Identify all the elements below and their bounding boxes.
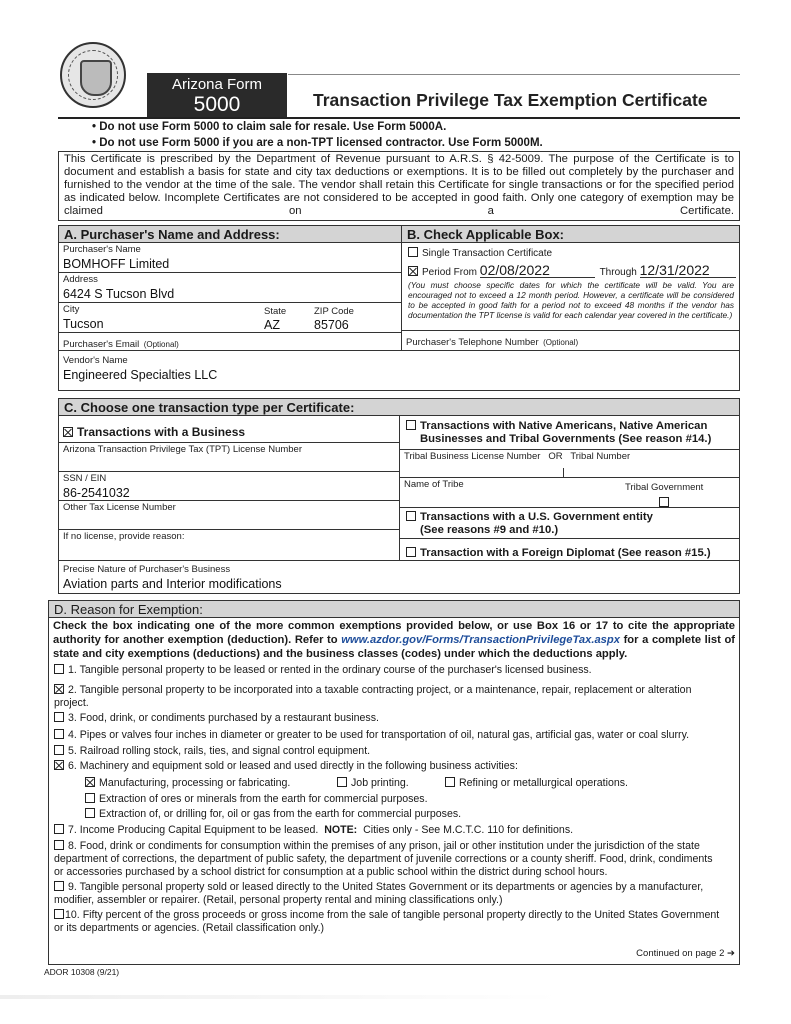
section-b-heading: B. Check Applicable Box: — [402, 226, 739, 243]
tribal-divider — [563, 468, 564, 477]
tribe-name-label: Name of Tribe — [404, 479, 464, 490]
zip-value: 85706 — [314, 318, 349, 332]
no-license-reason-label: If no license, provide reason: — [63, 531, 185, 542]
purchaser-name-field[interactable] — [59, 243, 401, 273]
tribal-government-label: Tribal Government — [625, 482, 704, 493]
arizona-state-seal-icon — [60, 42, 126, 108]
exemption-1-checkbox[interactable] — [54, 664, 64, 674]
exemption-7-number: 7. — [68, 824, 77, 836]
tpt-license-label: Arizona Transaction Privilege Tax (TPT) License Number — [63, 444, 303, 455]
business-nature-label: Precise Nature of Purchaser's Business — [63, 564, 231, 575]
form-code: ADOR 10308 (9/21) — [44, 967, 120, 977]
header-rule — [58, 117, 740, 119]
no-license-reason-field[interactable] — [59, 530, 399, 561]
city-value: Tucson — [63, 317, 104, 331]
exemption-2-number: 2. — [68, 684, 77, 696]
sub6-job-printing-checkbox[interactable] — [337, 777, 347, 787]
exemption-8-number: 8. — [68, 840, 77, 852]
exemption-4-text: Pipes or valves four inches in diameter or greater to be used for transportation of oil, natural gas, artificial gas, water or coal slurry. — [79, 729, 690, 741]
exemption-8-text: Food, drink or condiments for consumption within the premises of any prison, jail or other institution under the jurisdiction of the state department of corrections, the department of public safety, the department of juvenile corrections or a county sheriff. Food, drink, condiments or accessories purchased by a school district for consumption at a public school within the district during school hours. — [54, 840, 713, 878]
us-government-label-1: Transactions with a U.S. Government entity — [420, 511, 653, 523]
business-option[interactable] — [59, 416, 399, 443]
native-american-label-2: Businesses and Tribal Governments (See reason #14.) — [420, 433, 712, 445]
section-c-left — [59, 416, 400, 561]
foreign-diplomat-checkbox[interactable] — [406, 547, 416, 557]
sub6-manufacturing-text: Manufacturing, processing or fabricating. — [99, 777, 291, 789]
exemption-6-sub-row-3[interactable] — [85, 808, 755, 821]
ssn-ein-value: 86-2541032 — [63, 486, 130, 500]
exemption-2-text: Tangible personal property to be incorporated into a taxable contracting project, or a maintenance, repair, replacement or alteration project. — [54, 684, 692, 709]
vendor-label: Vendor's Name — [63, 355, 128, 366]
sub6-manufacturing-option[interactable] — [85, 777, 290, 789]
exemption-item-2 — [54, 684, 724, 710]
exemption-9-text: Tangible personal property sold or leased directly to the United States Government or its departments or agencies by a manufacturer, modifier, assembler or repairer. (Retail, personal property rental and mining classifications only.) — [54, 881, 704, 906]
notice-contractor: • Do not use Form 5000 if you are a non-TPT licensed contractor. Use Form 5000M. — [92, 137, 543, 149]
exemption-8-checkbox[interactable] — [54, 840, 64, 850]
exemption-item-9 — [54, 881, 724, 907]
exemption-7-checkbox[interactable] — [54, 824, 64, 834]
other-tax-license-field[interactable] — [59, 501, 399, 530]
address-label: Address — [63, 274, 98, 285]
single-transaction-option[interactable] — [408, 247, 552, 259]
sub6-refining-text: Refining or metallurgical operations. — [459, 777, 628, 789]
exemption-4-number: 4. — [68, 729, 77, 741]
email-label: Purchaser's Email — [63, 339, 140, 350]
exemption-2-checkbox[interactable] — [54, 684, 64, 694]
exemption-item-1 — [54, 664, 724, 677]
tribal-license-label: Tribal Business License Number OR Tribal Number — [404, 451, 631, 462]
city-label: City — [63, 304, 80, 315]
business-nature-field[interactable] — [59, 561, 739, 593]
exemption-1-number: 1. — [68, 664, 77, 676]
sub6-refining-option[interactable] — [445, 777, 628, 790]
native-american-checkbox[interactable] — [406, 420, 416, 430]
sub6-manufacturing-checkbox[interactable] — [85, 777, 95, 787]
exemption-6-number: 6. — [68, 760, 77, 772]
section-d-intro-text-2: for a complete list of state and city exemptions (deductions) and the business classes (codes) under which the deductions apply. — [53, 634, 736, 660]
us-government-label-2: (See reasons #9 and #10.) — [420, 524, 559, 536]
section-a — [58, 225, 402, 351]
ssn-ein-label: SSN / EIN — [63, 473, 107, 484]
document-title: Transaction Privilege Tax Exemption Certificate — [313, 90, 708, 110]
state-field[interactable] — [264, 304, 286, 333]
tribal-government-option[interactable] — [625, 482, 703, 511]
exemption-5-number: 5. — [68, 745, 77, 757]
period-from-field[interactable]: 02/08/2022 — [480, 263, 595, 278]
exemption-4-checkbox[interactable] — [54, 729, 64, 739]
tpt-license-field[interactable] — [59, 443, 399, 472]
section-d-heading: D. Reason for Exemption: — [49, 601, 739, 618]
section-c-heading: C. Choose one transaction type per Certificate: — [59, 399, 739, 416]
address-field[interactable] — [59, 273, 401, 303]
section-d-intro — [49, 618, 739, 661]
state-value: AZ — [264, 318, 280, 332]
telephone-field[interactable] — [402, 330, 739, 351]
tribe-name-field[interactable] — [400, 478, 739, 508]
form-number: 5000 — [193, 93, 241, 116]
period-through-field[interactable]: 12/31/2022 — [640, 263, 736, 278]
sub6-refining-checkbox[interactable] — [445, 777, 455, 787]
period-checkbox[interactable] — [408, 266, 418, 276]
sub6-job-printing-text: Job printing. — [351, 777, 409, 789]
exemption-5-checkbox[interactable] — [54, 745, 64, 755]
single-transaction-label: Single Transaction Certificate — [422, 248, 553, 259]
period-note: (You must choose specific dates for which the certificate will be valid. You are encouraged not to exceed a 12 month period. However, a certificate will be considered to be accepted in good faith for a period not to exceed 48 months if the vendor has documentation the TPT license is valid for each calendar year covered in the certificate.) — [408, 280, 734, 320]
email-field[interactable] — [59, 333, 401, 351]
us-government-option[interactable] — [400, 508, 739, 539]
email-optional: (Optional) — [143, 340, 179, 349]
address-value: 6424 S Tucson Blvd — [63, 287, 175, 301]
exemption-item-4 — [54, 729, 724, 742]
section-d-intro-text-1: Check the box indicating one of the more common exemptions provided below, or use Box 16 or 17 to cite the appropriate authority for another exemption (deduction). Refer to — [53, 620, 735, 646]
telephone-label: Purchaser's Telephone Number — [406, 337, 539, 348]
form-label: Arizona Form — [171, 76, 263, 93]
exemption-10-checkbox[interactable] — [54, 909, 64, 919]
city-state-zip-row — [59, 303, 401, 333]
tribal-license-field[interactable] — [400, 450, 739, 478]
foreign-diplomat-label: Transaction with a Foreign Diplomat (See reason #15.) — [420, 547, 711, 559]
section-a-heading: A. Purchaser's Name and Address: — [59, 226, 401, 243]
business-label: Transactions with a Business — [77, 425, 246, 439]
vendor-value: Engineered Specialties LLC — [63, 368, 218, 382]
sub6-job-printing-option[interactable] — [337, 777, 409, 790]
exemption-item-10 — [54, 909, 724, 935]
native-american-label-1: Transactions with Native Americans, Native American — [420, 420, 708, 432]
azdor-link[interactable]: www.azdor.gov/Forms/TransactionPrivilegeTax.aspx — [341, 634, 620, 646]
through-label: Through — [599, 267, 637, 278]
exemption-3-text: Food, drink, or condiments purchased by a restaurant business. — [79, 712, 379, 724]
vendor-field[interactable] — [58, 351, 740, 391]
exemption-9-number: 9. — [68, 881, 77, 893]
us-government-checkbox[interactable] — [406, 511, 416, 521]
intro-paragraph: This Certificate is prescribed by the Department of Revenue pursuant to A.R.S. § 42-5009. The purpose of the Certificate is to document and establish a basis for state and city tax deductions or exemptions. It is to be filled out completely by the purchaser and furnished to the vendor at the time of the sale. The vendor shall retain this Certificate for single transactions or for the specified period as indicated below. Incomplete Certificates are not considered to be accepted in good faith. Only one category of exemption may be claimed on a Certificate. — [58, 151, 740, 221]
exemption-9-checkbox[interactable] — [54, 881, 64, 891]
exemption-5-text: Railroad rolling stock, rails, ties, and signal control equipment. — [79, 745, 371, 757]
exemption-6-sub-row-1 — [85, 777, 755, 790]
state-label: State — [264, 306, 287, 317]
notice-resale: • Do not use Form 5000 to claim sale for resale. Use Form 5000A. — [92, 121, 447, 133]
header-top-rule — [288, 74, 740, 75]
exemption-item-6 — [54, 760, 724, 773]
exemption-item-7 — [54, 824, 724, 837]
period-option — [408, 263, 736, 278]
sub6-oil-gas-checkbox[interactable] — [85, 808, 95, 818]
continued-on-page-2: Continued on page 2 ➔ — [636, 948, 735, 959]
exemption-6-text: Machinery and equipment sold or leased and used directly in the following business activities: — [79, 760, 518, 772]
zip-label: ZIP Code — [314, 306, 354, 317]
section-b — [402, 225, 740, 351]
exemption-10-number: 10. — [65, 909, 80, 921]
section-c-right — [400, 416, 739, 561]
exemption-7-note-label: NOTE: — [324, 824, 358, 836]
exemption-10-text: Fifty percent of the gross proceeds or gross income from the sale of tangible personal property directly to the United States Government or its departments or agencies. (Retail classification only.) — [54, 909, 720, 934]
exemption-6-sub-row-2[interactable] — [85, 793, 755, 806]
business-checkbox[interactable] — [63, 427, 73, 437]
purchaser-name-value: BOMHOFF Limited — [63, 257, 170, 271]
scan-shadow — [0, 995, 560, 999]
ssn-ein-field[interactable] — [59, 472, 399, 501]
business-nature-value: Aviation parts and Interior modifications — [63, 577, 282, 591]
exemption-3-number: 3. — [68, 712, 77, 724]
exemption-6-checkbox[interactable] — [54, 760, 64, 770]
sub6-oil-gas-text: Extraction of, or drilling for, oil or gas from the earth for commercial purposes. — [99, 808, 462, 820]
purchaser-name-label: Purchaser's Name — [63, 244, 141, 255]
tribal-government-checkbox[interactable] — [659, 497, 669, 507]
zip-field[interactable] — [314, 304, 354, 333]
exemption-7-note: Cities only - See M.C.T.C. 110 for definitions. — [363, 824, 574, 836]
exemption-item-8 — [54, 840, 724, 879]
telephone-optional: (Optional) — [543, 338, 579, 347]
exemption-item-5 — [54, 745, 724, 758]
exemption-item-3 — [54, 712, 724, 725]
exemption-3-checkbox[interactable] — [54, 712, 64, 722]
section-c — [58, 398, 740, 594]
city-field[interactable] — [63, 304, 104, 332]
sub6-ores-checkbox[interactable] — [85, 793, 95, 803]
other-tax-license-label: Other Tax License Number — [63, 502, 176, 513]
single-transaction-checkbox[interactable] — [408, 247, 418, 257]
sub6-ores-text: Extraction of ores or minerals from the earth for commercial purposes. — [99, 793, 428, 805]
native-american-option[interactable] — [400, 416, 739, 450]
exemption-7-text: Income Producing Capital Equipment to be leased. — [79, 824, 319, 836]
form-badge — [147, 73, 287, 117]
period-from-label: Period From — [422, 267, 478, 278]
foreign-diplomat-option[interactable] — [400, 539, 739, 561]
exemption-1-text: Tangible personal property to be leased or rented in the ordinary course of the purchaser's licensed business. — [79, 664, 592, 676]
